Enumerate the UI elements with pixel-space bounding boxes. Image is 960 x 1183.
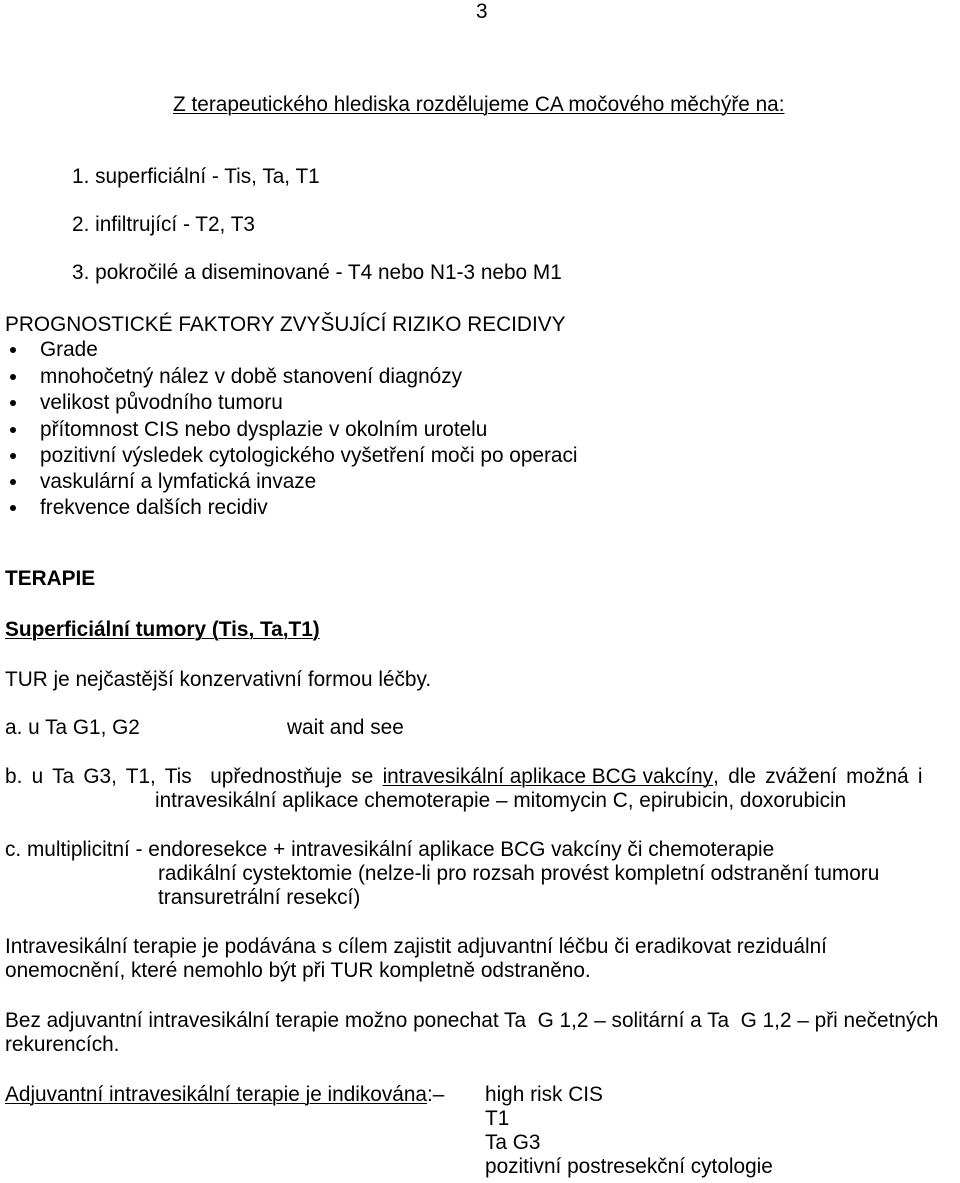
bullet-icon xyxy=(10,453,16,459)
option-b-line xyxy=(5,765,923,789)
option-a-text: wait and see xyxy=(287,716,404,739)
prognostic-title: PROGNOSTICKÉ FAKTORY ZVYŠUJÍCÍ RIZIKO RECIDIVY xyxy=(5,313,566,336)
classification-item: 2. infiltrující - T2, T3 xyxy=(72,213,255,236)
adjuvant-item: T1 xyxy=(485,1107,510,1130)
prognostic-item: přítomnost CIS nebo dysplazie v okolním urotelu xyxy=(40,418,488,441)
intravesical-line: onemocnění, které nemohlo být při TUR kompletně odstraněno. xyxy=(5,959,591,982)
option-a-label: a. u Ta G1, G2 xyxy=(5,716,140,739)
bullet-icon xyxy=(10,427,16,433)
bullet-icon xyxy=(10,400,16,406)
intravesical-line: Intravesikální terapie je podávána s cílem zajistit adjuvantní léčbu či eradikovat reziduální xyxy=(5,935,827,958)
prognostic-item: frekvence dalších recidiv xyxy=(40,496,268,519)
adjuvant-dash: :– xyxy=(426,1083,445,1106)
adjuvant-item: Ta G3 xyxy=(485,1131,541,1154)
no-adjuvant-line: Bez adjuvantní intravesikální terapie možno ponechat Ta G 1,2 – solitární a Ta G 1,2 – při nečetných xyxy=(5,1009,939,1032)
therapy-title: TERAPIE xyxy=(5,567,96,590)
classification-item: 1. superficiální - Tis, Ta, T1 xyxy=(72,165,320,188)
no-adjuvant-line: rekurencích. xyxy=(5,1033,120,1056)
option-b-suffix: , dle zvážení možná i xyxy=(713,765,923,788)
prognostic-item: Grade xyxy=(40,338,98,361)
option-c-line1: c. multiplicitní - endoresekce + intravesikální aplikace BCG vakcíny či chemoterapie xyxy=(5,838,775,861)
prognostic-item: pozitivní výsledek cytologického vyšetření moči po operaci xyxy=(40,444,578,467)
option-c-line2: radikální cystektomie (nelze-li pro rozsah provést kompletní odstranění tumoru xyxy=(158,862,880,885)
classification-item: 3. pokročilé a diseminované - T4 nebo N1-3 nebo M1 xyxy=(72,261,562,284)
therapy-subtitle: Superficiální tumory (Tis, Ta,T1) xyxy=(5,618,320,641)
adjuvant-label-line xyxy=(5,1083,444,1107)
page-number: 3 xyxy=(476,0,488,23)
bullet-icon xyxy=(10,479,16,485)
adjuvant-item: high risk CIS xyxy=(485,1083,603,1106)
option-b-underlined: intravesikální aplikace BCG vakcíny xyxy=(382,765,714,788)
prognostic-item: velikost původního tumoru xyxy=(40,391,283,414)
prognostic-item: mnohočetný nález v době stanovení diagnózy xyxy=(40,365,463,388)
tur-paragraph: TUR je nejčastější konzervativní formou léčby. xyxy=(5,668,432,691)
section-heading: Z terapeutického hlediska rozdělujeme CA močového měchýře na: xyxy=(173,93,785,116)
bullet-icon xyxy=(10,374,16,380)
adjuvant-label: Adjuvantní intravesikální terapie je indikována xyxy=(5,1083,427,1106)
bullet-icon xyxy=(10,505,16,511)
option-b-line2: intravesikální aplikace chemoterapie – mitomycin C, epirubicin, doxorubicin xyxy=(155,789,847,812)
prognostic-item: vaskulární a lymfatická invaze xyxy=(40,470,317,493)
bullet-icon xyxy=(10,347,16,353)
option-c-line3: transuretrální resekcí) xyxy=(158,886,361,909)
adjuvant-item: pozitivní postresekční cytologie xyxy=(485,1155,773,1178)
option-b-prefix: b. u Ta G3, T1, Tis upřednostňuje se xyxy=(5,765,383,788)
